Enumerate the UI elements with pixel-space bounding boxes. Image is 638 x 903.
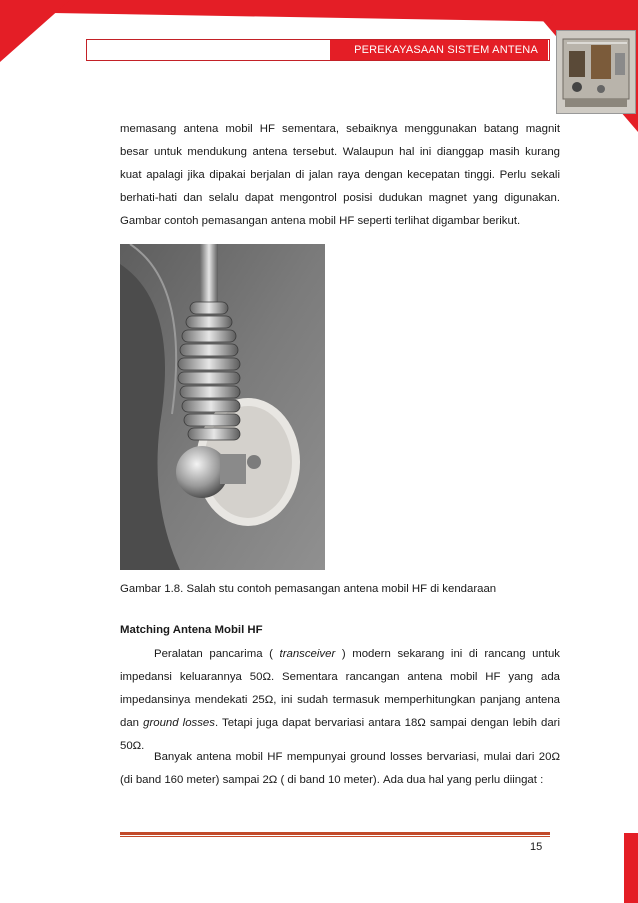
- footer-rule-thin: [120, 836, 550, 837]
- figure-caption: Gambar 1.8. Salah stu contoh pemasangan antena mobil HF di kendaraan: [120, 583, 497, 595]
- section-heading: Matching Antena Mobil HF: [120, 624, 263, 636]
- header-equipment-image: [556, 30, 636, 114]
- header-title: [330, 40, 548, 60]
- p2-text-2: ) modern sekarang ini di rancang untuk impedansi keluarannya 50Ω. Sementara rancangan antena mobil HF yang ada impedansinya mendekati 25Ω, ini sudah termasuk memperhitungkan panjang antena dan: [120, 648, 560, 729]
- p2-text-1: Peralatan pancarima (: [154, 648, 280, 660]
- header-band: [0, 0, 638, 22]
- paragraph-intro: memasang antena mobil HF sementara, sebaiknya menggunakan batang magnit besar untuk mendukung antena tersebut. Walaupun hal ini dianggap masih kurang kuat apalagi jika dipakai berjalan di jalan raya dengan kecepatan tinggi. Perlu sekali berhati-hati dan selalu dapat mengontrol posisi dudukan magnet yang digunakan. Gambar contoh pemasangan antena mobil HF seperti terlihat digambar berikut.: [120, 123, 560, 227]
- p2-text-3: . Tetapi juga dapat bervariasi antara 18Ω sampai dengan lebih dari 50Ω.: [120, 717, 560, 752]
- p2-italic-ground-losses: ground losses: [143, 717, 215, 729]
- footer-rule: [120, 832, 550, 835]
- page-number: 15: [530, 841, 543, 853]
- paragraph-matching: [120, 643, 560, 758]
- figure-antenna-mount-photo: [120, 244, 325, 570]
- footer-corner-accent: [624, 833, 638, 903]
- antenna-mount-illustration: [120, 244, 325, 570]
- header-left-wedge: [0, 0, 70, 62]
- header-title-text: PEREKAYASAAN SISTEM ANTENA: [354, 44, 538, 56]
- equipment-illustration: [557, 31, 635, 113]
- p2-italic-transceiver: transceiver: [279, 648, 336, 660]
- paragraph-ground-losses: Banyak antena mobil HF mempunyai ground losses bervariasi, mulai dari 20Ω (di band 160 meter) sampai 2Ω ( di band 10 meter). Ada dua hal yang perlu diingat :: [120, 751, 560, 786]
